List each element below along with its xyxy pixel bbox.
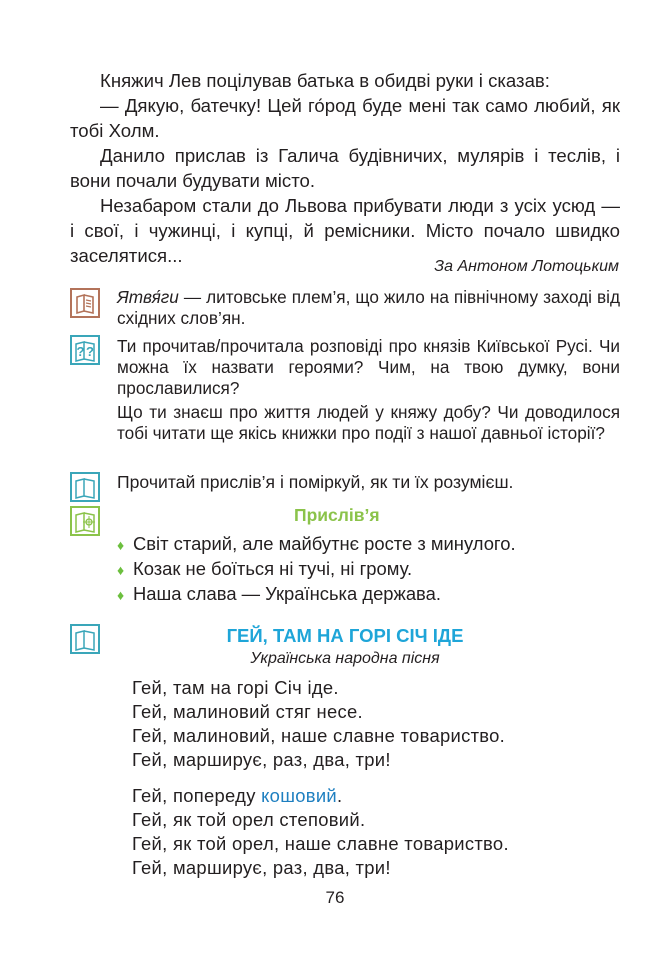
proverbs-heading: Прислів’я [294,505,380,525]
verse-line: Гей, там на горі Січ іде. [132,677,339,698]
svg-text:?: ? [86,344,94,359]
proverb-text: Наша слава — Українська держава. [133,583,441,604]
proverb-item [117,532,516,557]
page-number: 76 [325,888,345,907]
verse-suffix: . [337,785,343,806]
svg-text:?: ? [76,344,85,359]
verse-prefix: Гей, попереду [132,785,262,806]
story-line-2: — Дякую, батечку! Цей го́род буде мені так само любий, як тобі Холм. [70,95,620,141]
koshovyi-glossary-link[interactable]: кошовий [261,785,337,806]
question-1: Ти прочитав/прочитала розповіді про князів Київської Русі. Чи можна їх назвати героями? Чим, на твою думку, вони прославилися? [117,336,620,398]
verse-line: Гей, як той орел, наше славне товариство. [132,833,509,854]
read-book-icon [70,472,100,502]
proverbs-task: Прочитай прислів’я і поміркуй, як ти їх розумієш. [117,472,514,492]
diamond-bullet-icon: ♦ [117,537,125,553]
glossary-book-icon [70,288,100,318]
proverbs-book-icon [70,506,100,536]
song-title: ГЕЙ, ТАМ НА ГОРІ СІЧ ІДЕ [226,625,464,646]
story-line-4: Незабаром стали до Львова прибувати люди з усіх усюд — і свої, і чужинці, і купці, й ремісники. Місто почало швидко заселятися... [70,195,620,266]
song-subtitle: Українська народна пісня [250,650,440,667]
proverb-item [117,582,441,607]
verse-line: Гей, малиновий, наше славне товариство. [132,725,506,746]
proverb-text: Світ старий, але майбутнє росте з минулого. [133,533,516,554]
story-line-3: Данило прислав із Галича будівничих, мулярів і теслів, і вони почали будувати місто. [70,145,620,191]
diamond-bullet-icon: ♦ [117,562,125,578]
glossary-term: Ятвя́ги [117,287,179,307]
proverb-text: Козак не боїться ні тучі, ні грому. [133,558,413,579]
verse-line [132,784,342,809]
diamond-bullet-icon: ♦ [117,587,125,603]
question-icon [70,335,100,365]
story-attribution: За Антоном Лотоцьким [434,258,619,275]
question-2: Що ти знаєш про життя людей у княжу добу? Чи доводилося тобі читати ще якісь книжки про події з нашої давньої історії? [117,402,620,443]
glossary-definition: — литовське плем’я, що жило на північному заході від східних слов’ян. [117,287,620,328]
verse-line: Гей, як той орел степовий. [132,809,366,830]
glossary-entry [117,287,620,329]
verse-line: Гей, марширує, раз, два, три! [132,857,391,878]
proverb-item [117,557,412,582]
verse-line: Гей, малиновий стяг несе. [132,701,363,722]
story-line-1: Княжич Лев поцілував батька в обидві руки і сказав: [100,70,550,91]
verse-line: Гей, марширує, раз, два, три! [132,749,391,770]
